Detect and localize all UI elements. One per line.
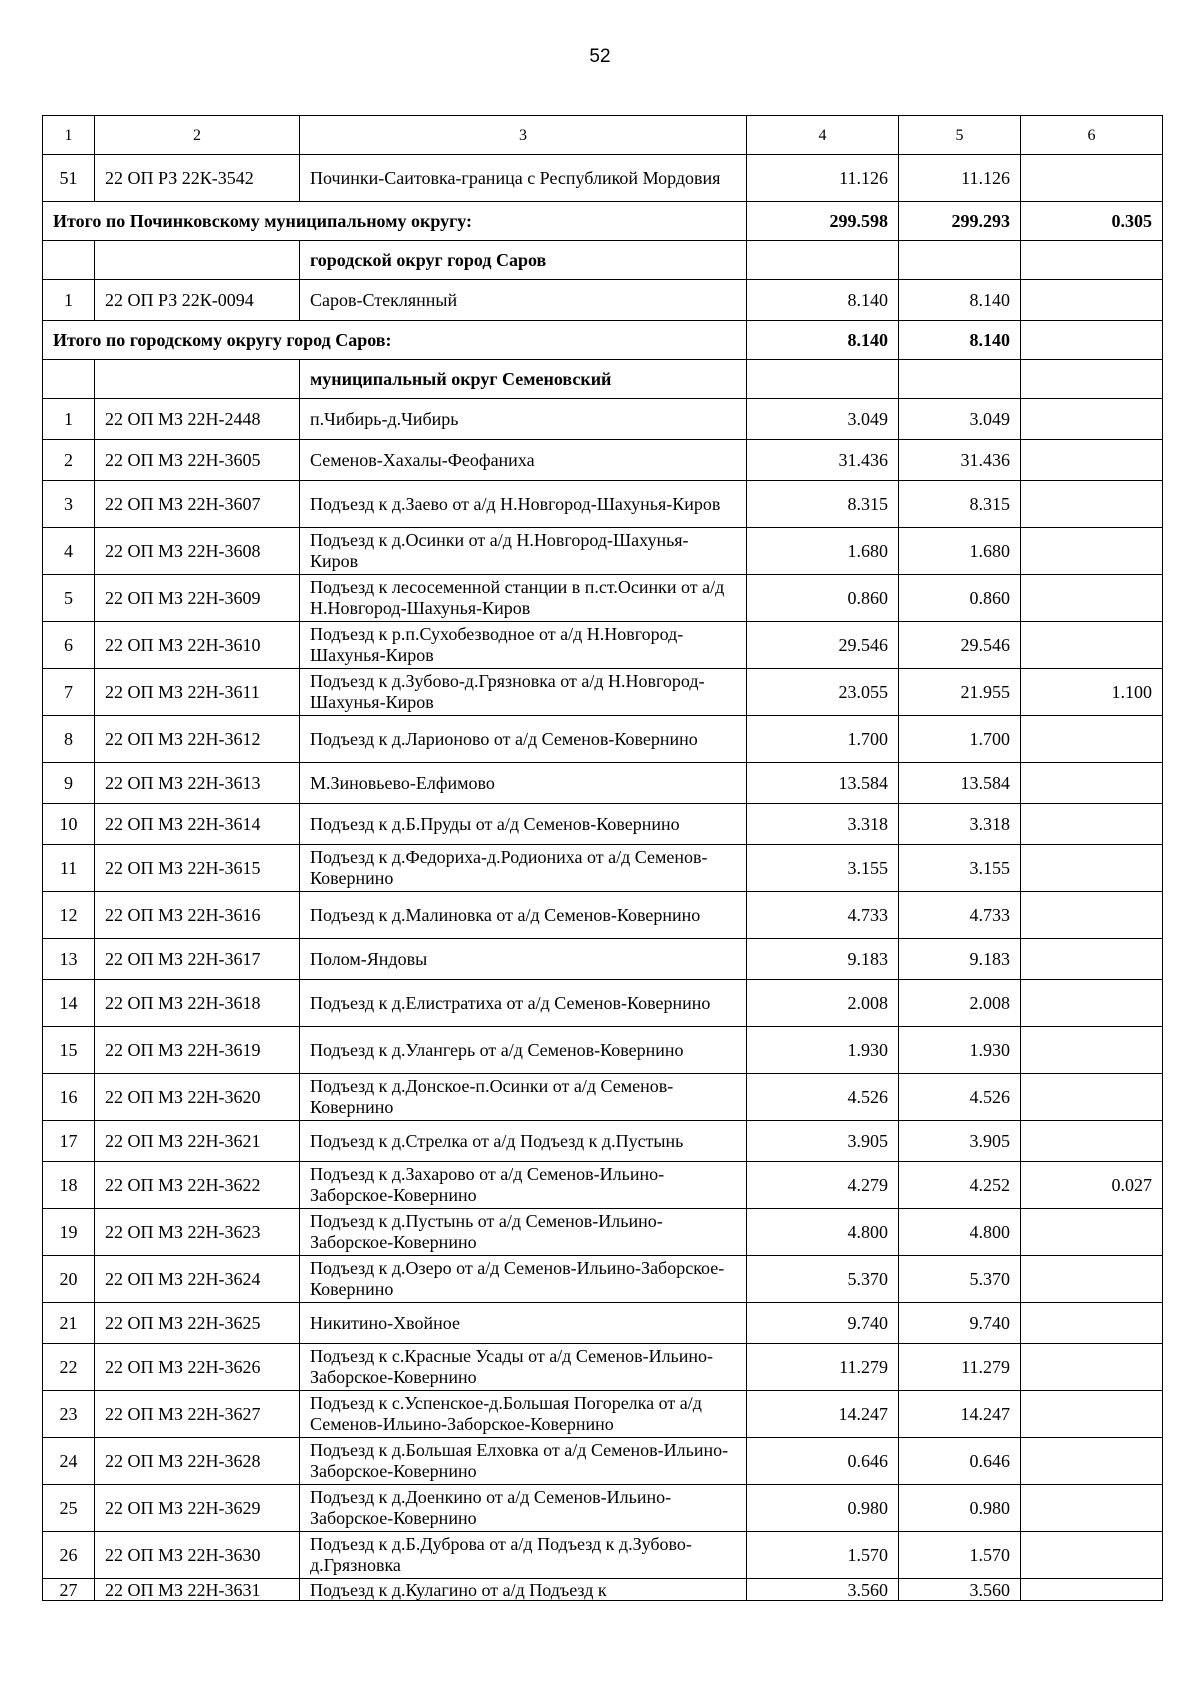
table-row xyxy=(43,155,1163,202)
road-name: п.Чибирь-д.Чибирь xyxy=(300,399,747,440)
row-number: 9 xyxy=(43,763,95,804)
row-number: 11 xyxy=(43,845,95,892)
length-hard-surface: 31.436 xyxy=(899,440,1021,481)
length-total: 3.560 xyxy=(747,1579,899,1601)
length-total: 4.526 xyxy=(747,1074,899,1121)
page-number: 52 xyxy=(589,46,611,67)
table-row xyxy=(43,845,1163,892)
length-other xyxy=(1021,980,1163,1027)
road-name: Подъезд к с.Красные Усады от а/д Семенов-Ильино-Заборское-Ковернино xyxy=(300,1344,747,1391)
empty-cell xyxy=(43,360,95,399)
row-number: 7 xyxy=(43,669,95,716)
road-name: Подъезд к д.Осинки от а/д Н.Новгород-Шахунья-Киров xyxy=(300,528,747,575)
row-number: 18 xyxy=(43,1162,95,1209)
header-cell: 4 xyxy=(747,116,899,155)
subtotal-length-other: 0.305 xyxy=(1021,202,1163,241)
length-hard-surface: 4.733 xyxy=(899,892,1021,939)
table-row xyxy=(43,280,1163,321)
length-total: 0.860 xyxy=(747,575,899,622)
row-number: 1 xyxy=(43,399,95,440)
subtotal-length-total: 8.140 xyxy=(747,321,899,360)
row-number: 21 xyxy=(43,1303,95,1344)
row-number: 4 xyxy=(43,528,95,575)
road-name: Подъезд к д.Доенкино от а/д Семенов-Ильино-Заборское-Ковернино xyxy=(300,1485,747,1532)
length-hard-surface: 4.800 xyxy=(899,1209,1021,1256)
length-total: 0.646 xyxy=(747,1438,899,1485)
length-hard-surface: 1.700 xyxy=(899,716,1021,763)
road-name: Подъезд к д.Б.Дуброва от а/д Подъезд к д.Зубово-д.Грязновка xyxy=(300,1532,747,1579)
road-id-code: 22 ОП МЗ 22Н-3630 xyxy=(95,1532,300,1579)
road-name: Подъезд к д.Улангерь от а/д Семенов-Ковернино xyxy=(300,1027,747,1074)
empty-cell xyxy=(747,360,899,399)
length-hard-surface: 14.247 xyxy=(899,1391,1021,1438)
road-id-code: 22 ОП МЗ 22Н-3612 xyxy=(95,716,300,763)
length-hard-surface: 8.315 xyxy=(899,481,1021,528)
road-name: Подъезд к д.Захарово от а/д Семенов-Ильино-Заборское-Ковернино xyxy=(300,1162,747,1209)
road-name: Подъезд к д.Зубово-д.Грязновка от а/д Н.Новгород-Шахунья-Киров xyxy=(300,669,747,716)
road-name: Подъезд к д.Кулагино от а/д Подъезд к xyxy=(300,1579,747,1601)
table-row xyxy=(43,528,1163,575)
length-other xyxy=(1021,1209,1163,1256)
road-id-code: 22 ОП МЗ 22Н-3629 xyxy=(95,1485,300,1532)
road-id-code: 22 ОП МЗ 22Н-3610 xyxy=(95,622,300,669)
road-id-code: 22 ОП МЗ 22Н-3631 xyxy=(95,1579,300,1601)
row-number: 22 xyxy=(43,1344,95,1391)
subtotal-label: Итого по городскому округу город Саров: xyxy=(43,321,747,360)
row-number: 19 xyxy=(43,1209,95,1256)
road-id-code: 22 ОП РЗ 22К-0094 xyxy=(95,280,300,321)
length-other xyxy=(1021,280,1163,321)
road-id-code: 22 ОП МЗ 22Н-3624 xyxy=(95,1256,300,1303)
length-hard-surface: 3.560 xyxy=(899,1579,1021,1601)
table-row xyxy=(43,1121,1163,1162)
road-id-code: 22 ОП МЗ 22Н-3618 xyxy=(95,980,300,1027)
table-row xyxy=(43,716,1163,763)
empty-cell xyxy=(95,241,300,280)
length-total: 29.546 xyxy=(747,622,899,669)
road-name: Подъезд к д.Федориха-д.Родиониха от а/д Семенов-Ковернино xyxy=(300,845,747,892)
table-row xyxy=(43,1579,1163,1601)
length-total: 4.800 xyxy=(747,1209,899,1256)
table-row xyxy=(43,399,1163,440)
road-name: Подъезд к д.Б.Пруды от а/д Семенов-Ковернино xyxy=(300,804,747,845)
length-other xyxy=(1021,845,1163,892)
table-row xyxy=(43,804,1163,845)
table-body xyxy=(43,116,1163,1601)
row-number: 17 xyxy=(43,1121,95,1162)
row-number: 5 xyxy=(43,575,95,622)
length-other xyxy=(1021,155,1163,202)
length-other xyxy=(1021,1532,1163,1579)
empty-cell xyxy=(43,241,95,280)
length-other xyxy=(1021,622,1163,669)
section-header-row xyxy=(43,241,1163,280)
row-number: 1 xyxy=(43,280,95,321)
road-id-code: 22 ОП МЗ 22Н-3620 xyxy=(95,1074,300,1121)
length-total: 9.183 xyxy=(747,939,899,980)
row-number: 2 xyxy=(43,440,95,481)
subtotal-row xyxy=(43,202,1163,241)
road-name: Подъезд к д.Малиновка от а/д Семенов-Ковернино xyxy=(300,892,747,939)
row-number: 12 xyxy=(43,892,95,939)
length-total: 0.980 xyxy=(747,1485,899,1532)
length-hard-surface: 3.155 xyxy=(899,845,1021,892)
road-id-code: 22 ОП МЗ 22Н-3626 xyxy=(95,1344,300,1391)
table-row xyxy=(43,1256,1163,1303)
length-other xyxy=(1021,1391,1163,1438)
table-row xyxy=(43,1485,1163,1532)
road-id-code: 22 ОП МЗ 22Н-3609 xyxy=(95,575,300,622)
road-name: Подъезд к д.Ларионово от а/д Семенов-Ковернино xyxy=(300,716,747,763)
section-title: городской округ город Саров xyxy=(300,241,747,280)
road-id-code: 22 ОП МЗ 22Н-3613 xyxy=(95,763,300,804)
table-row xyxy=(43,1532,1163,1579)
length-hard-surface: 5.370 xyxy=(899,1256,1021,1303)
table-row xyxy=(43,1209,1163,1256)
road-id-code: 22 ОП МЗ 22Н-3622 xyxy=(95,1162,300,1209)
length-other xyxy=(1021,528,1163,575)
length-total: 1.680 xyxy=(747,528,899,575)
road-id-code: 22 ОП МЗ 22Н-3617 xyxy=(95,939,300,980)
road-id-code: 22 ОП МЗ 22Н-3628 xyxy=(95,1438,300,1485)
length-hard-surface: 1.680 xyxy=(899,528,1021,575)
length-hard-surface: 8.140 xyxy=(899,280,1021,321)
road-name: Никитино-Хвойное xyxy=(300,1303,747,1344)
table-row xyxy=(43,980,1163,1027)
road-id-code: 22 ОП МЗ 22Н-3608 xyxy=(95,528,300,575)
header-cell: 3 xyxy=(300,116,747,155)
length-hard-surface: 0.980 xyxy=(899,1485,1021,1532)
road-id-code: 22 ОП МЗ 22Н-3619 xyxy=(95,1027,300,1074)
length-hard-surface: 1.570 xyxy=(899,1532,1021,1579)
roads-table xyxy=(42,115,1163,1601)
empty-cell xyxy=(747,241,899,280)
length-other xyxy=(1021,481,1163,528)
length-hard-surface: 13.584 xyxy=(899,763,1021,804)
empty-cell xyxy=(95,360,300,399)
row-number: 27 xyxy=(43,1579,95,1601)
length-other xyxy=(1021,575,1163,622)
length-total: 3.155 xyxy=(747,845,899,892)
row-number: 51 xyxy=(43,155,95,202)
length-hard-surface: 0.646 xyxy=(899,1438,1021,1485)
table-row xyxy=(43,1438,1163,1485)
length-total: 3.318 xyxy=(747,804,899,845)
length-total: 11.126 xyxy=(747,155,899,202)
road-name: Подъезд к с.Успенское-д.Большая Погорелка от а/д Семенов-Ильино-Заборское-Ковернино xyxy=(300,1391,747,1438)
subtotal-length-total: 299.598 xyxy=(747,202,899,241)
length-hard-surface: 29.546 xyxy=(899,622,1021,669)
length-hard-surface: 4.526 xyxy=(899,1074,1021,1121)
row-number: 16 xyxy=(43,1074,95,1121)
length-other xyxy=(1021,1121,1163,1162)
road-name: Подъезд к д.Стрелка от а/д Подъезд к д.Пустынь xyxy=(300,1121,747,1162)
road-name: Полом-Яндовы xyxy=(300,939,747,980)
table-row xyxy=(43,669,1163,716)
length-total: 8.140 xyxy=(747,280,899,321)
table-row xyxy=(43,939,1163,980)
length-total: 1.700 xyxy=(747,716,899,763)
length-total: 1.930 xyxy=(747,1027,899,1074)
length-other xyxy=(1021,716,1163,763)
length-other: 1.100 xyxy=(1021,669,1163,716)
road-name: Подъезд к лесосеменной станции в п.ст.Осинки от а/д Н.Новгород-Шахунья-Киров xyxy=(300,575,747,622)
empty-cell xyxy=(1021,241,1163,280)
road-id-code: 22 ОП МЗ 22Н-3614 xyxy=(95,804,300,845)
length-total: 11.279 xyxy=(747,1344,899,1391)
length-other xyxy=(1021,1485,1163,1532)
length-hard-surface: 2.008 xyxy=(899,980,1021,1027)
road-id-code: 22 ОП МЗ 22Н-3607 xyxy=(95,481,300,528)
table-row xyxy=(43,763,1163,804)
table-row xyxy=(43,575,1163,622)
length-hard-surface: 1.930 xyxy=(899,1027,1021,1074)
road-name: Починки-Саитовка-граница с Республикой Мордовия xyxy=(300,155,747,202)
row-number: 13 xyxy=(43,939,95,980)
row-number: 25 xyxy=(43,1485,95,1532)
road-id-code: 22 ОП МЗ 22Н-3611 xyxy=(95,669,300,716)
subtotal-row xyxy=(43,321,1163,360)
subtotal-length-hard-surface: 299.293 xyxy=(899,202,1021,241)
length-hard-surface: 11.126 xyxy=(899,155,1021,202)
row-number: 20 xyxy=(43,1256,95,1303)
length-hard-surface: 4.252 xyxy=(899,1162,1021,1209)
length-other: 0.027 xyxy=(1021,1162,1163,1209)
length-other xyxy=(1021,440,1163,481)
length-other xyxy=(1021,1074,1163,1121)
length-other xyxy=(1021,1438,1163,1485)
length-other xyxy=(1021,1303,1163,1344)
road-name: Подъезд к р.п.Сухобезводное от а/д Н.Новгород-Шахунья-Киров xyxy=(300,622,747,669)
length-total: 14.247 xyxy=(747,1391,899,1438)
length-other xyxy=(1021,399,1163,440)
header-cell: 1 xyxy=(43,116,95,155)
table-row xyxy=(43,1074,1163,1121)
road-name: Подъезд к д.Заево от а/д Н.Новгород-Шахунья-Киров xyxy=(300,481,747,528)
length-total: 23.055 xyxy=(747,669,899,716)
road-id-code: 22 ОП МЗ 22Н-3627 xyxy=(95,1391,300,1438)
empty-cell xyxy=(899,360,1021,399)
length-hard-surface: 21.955 xyxy=(899,669,1021,716)
length-other xyxy=(1021,804,1163,845)
table-row xyxy=(43,481,1163,528)
road-name: М.Зиновьево-Елфимово xyxy=(300,763,747,804)
header-cell: 5 xyxy=(899,116,1021,155)
section-header-row xyxy=(43,360,1163,399)
length-hard-surface: 9.740 xyxy=(899,1303,1021,1344)
length-total: 3.905 xyxy=(747,1121,899,1162)
row-number: 8 xyxy=(43,716,95,763)
row-number: 14 xyxy=(43,980,95,1027)
length-total: 2.008 xyxy=(747,980,899,1027)
table-row xyxy=(43,1027,1163,1074)
road-name: Подъезд к д.Озеро от а/д Семенов-Ильино-Заборское-Ковернино xyxy=(300,1256,747,1303)
empty-cell xyxy=(899,241,1021,280)
length-hard-surface: 0.860 xyxy=(899,575,1021,622)
table-row xyxy=(43,1303,1163,1344)
road-id-code: 22 ОП МЗ 22Н-3625 xyxy=(95,1303,300,1344)
road-name: Подъезд к д.Большая Елховка от а/д Семенов-Ильино-Заборское-Ковернино xyxy=(300,1438,747,1485)
length-total: 4.733 xyxy=(747,892,899,939)
table-row xyxy=(43,892,1163,939)
length-total: 1.570 xyxy=(747,1532,899,1579)
row-number: 3 xyxy=(43,481,95,528)
length-hard-surface: 3.318 xyxy=(899,804,1021,845)
road-id-code: 22 ОП МЗ 22Н-3605 xyxy=(95,440,300,481)
road-name: Подъезд к д.Елистратиха от а/д Семенов-Ковернино xyxy=(300,980,747,1027)
length-other xyxy=(1021,1579,1163,1601)
road-id-code: 22 ОП МЗ 22Н-3623 xyxy=(95,1209,300,1256)
road-name: Семенов-Хахалы-Феофаниха xyxy=(300,440,747,481)
length-total: 13.584 xyxy=(747,763,899,804)
length-hard-surface: 9.183 xyxy=(899,939,1021,980)
subtotal-length-other xyxy=(1021,321,1163,360)
length-total: 9.740 xyxy=(747,1303,899,1344)
length-other xyxy=(1021,1027,1163,1074)
length-other xyxy=(1021,1256,1163,1303)
road-name: Подъезд к д.Пустынь от а/д Семенов-Ильино-Заборское-Ковернино xyxy=(300,1209,747,1256)
row-number: 23 xyxy=(43,1391,95,1438)
empty-cell xyxy=(1021,360,1163,399)
table-row xyxy=(43,440,1163,481)
road-id-code: 22 ОП МЗ 22Н-2448 xyxy=(95,399,300,440)
road-name: Саров-Стеклянный xyxy=(300,280,747,321)
row-number: 26 xyxy=(43,1532,95,1579)
section-title: муниципальный округ Семеновский xyxy=(300,360,747,399)
length-other xyxy=(1021,939,1163,980)
table-row xyxy=(43,1344,1163,1391)
table-row xyxy=(43,622,1163,669)
subtotal-label: Итого по Починковскому муниципальному округу: xyxy=(43,202,747,241)
row-number: 10 xyxy=(43,804,95,845)
subtotal-length-hard-surface: 8.140 xyxy=(899,321,1021,360)
length-total: 8.315 xyxy=(747,481,899,528)
table-row xyxy=(43,1162,1163,1209)
road-id-code: 22 ОП РЗ 22К-3542 xyxy=(95,155,300,202)
row-number: 24 xyxy=(43,1438,95,1485)
length-other xyxy=(1021,763,1163,804)
table-row xyxy=(43,1391,1163,1438)
length-hard-surface: 3.905 xyxy=(899,1121,1021,1162)
length-total: 5.370 xyxy=(747,1256,899,1303)
header-cell: 6 xyxy=(1021,116,1163,155)
length-other xyxy=(1021,892,1163,939)
row-number: 15 xyxy=(43,1027,95,1074)
road-id-code: 22 ОП МЗ 22Н-3616 xyxy=(95,892,300,939)
row-number: 6 xyxy=(43,622,95,669)
length-hard-surface: 3.049 xyxy=(899,399,1021,440)
header-cell: 2 xyxy=(95,116,300,155)
length-total: 3.049 xyxy=(747,399,899,440)
column-number-header-row xyxy=(43,116,1163,155)
road-name: Подъезд к д.Донское-п.Осинки от а/д Семенов-Ковернино xyxy=(300,1074,747,1121)
length-total: 4.279 xyxy=(747,1162,899,1209)
length-total: 31.436 xyxy=(747,440,899,481)
road-id-code: 22 ОП МЗ 22Н-3621 xyxy=(95,1121,300,1162)
road-id-code: 22 ОП МЗ 22Н-3615 xyxy=(95,845,300,892)
length-hard-surface: 11.279 xyxy=(899,1344,1021,1391)
length-other xyxy=(1021,1344,1163,1391)
